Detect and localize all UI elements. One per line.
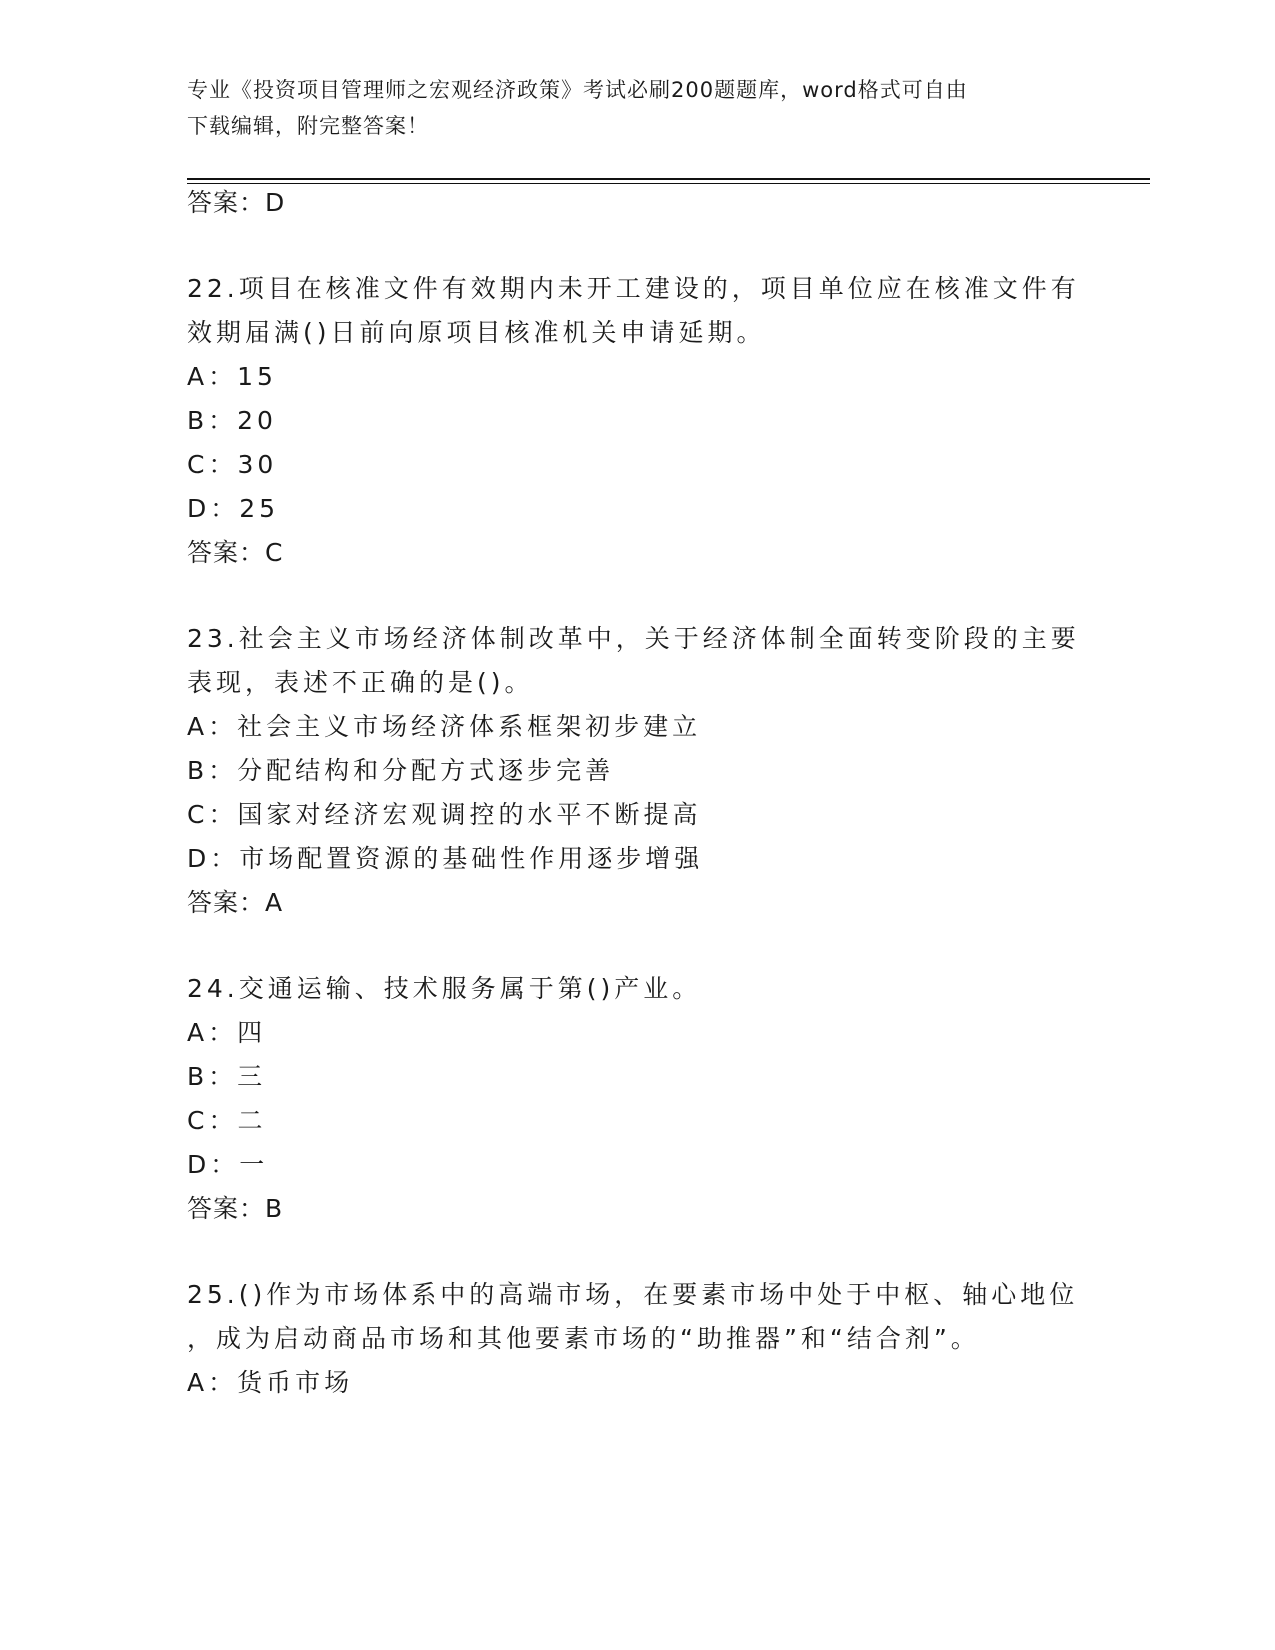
- question-22-option-a: A：15: [187, 362, 277, 391]
- question-22-option-c: C：30: [187, 450, 278, 479]
- question-24-line-1: 24.交通运输、技术服务属于第()产业。: [187, 974, 702, 1003]
- question-22-option-d: D：25: [187, 494, 280, 523]
- question-24-option-b: B：三: [187, 1062, 267, 1091]
- answer-21: 答案：D: [187, 188, 286, 217]
- question-25-line-1: 25.()作为市场体系中的高端市场，在要素市场中处于中枢、轴心地位: [187, 1280, 1079, 1309]
- question-23-option-b: B：分配结构和分配方式逐步完善: [187, 756, 615, 785]
- question-23-option-a: A：社会主义市场经济体系框架初步建立: [187, 712, 702, 741]
- question-25-line-2: ，成为启动商品市场和其他要素市场的“助推器”和“结合剂”。: [187, 1324, 980, 1353]
- document-header: [187, 72, 1087, 144]
- answer-22: 答案：C: [187, 538, 284, 567]
- header-line-2: 下载编辑，附完整答案！: [187, 114, 429, 138]
- header-divider-thin: [187, 183, 1150, 184]
- question-24-option-c: C：二: [187, 1106, 267, 1135]
- question-23-option-c: C：国家对经济宏观调控的水平不断提高: [187, 800, 702, 829]
- question-22-option-b: B：20: [187, 406, 277, 435]
- answer-23: 答案：A: [187, 888, 284, 917]
- header-divider-thick: [187, 178, 1150, 180]
- question-22-line-1: 22.项目在核准文件有效期内未开工建设的，项目单位应在核准文件有: [187, 274, 1080, 303]
- question-24-option-a: A：四: [187, 1018, 267, 1047]
- question-22-line-2: 效期届满()日前向原项目核准机关申请延期。: [187, 318, 766, 347]
- question-25-option-a: A：货币市场: [187, 1368, 354, 1397]
- question-23-line-2: 表现，表述不正确的是()。: [187, 668, 534, 697]
- header-line-1: 专业《投资项目管理师之宏观经济政策》考试必刷200题题库，word格式可自由: [187, 78, 968, 102]
- question-23-option-d: D：市场配置资源的基础性作用逐步增强: [187, 844, 704, 873]
- answer-24: 答案：B: [187, 1194, 284, 1223]
- question-23-line-1: 23.社会主义市场经济体制改革中，关于经济体制全面转变阶段的主要: [187, 624, 1080, 653]
- question-24-option-d: D：一: [187, 1150, 269, 1179]
